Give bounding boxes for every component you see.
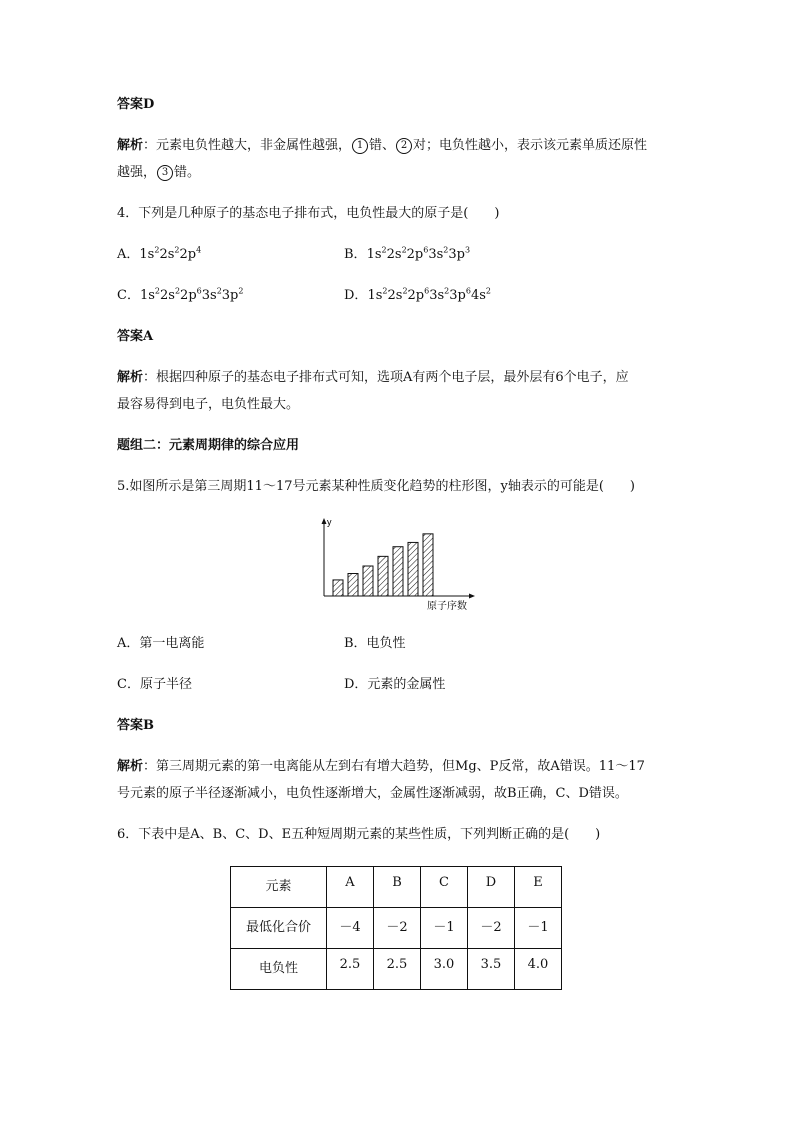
q5-stem: 5.如图所示是第三周期11～17号元素某种性质变化趋势的柱形图，y轴表示的可能是( )	[117, 479, 635, 494]
option-label: C．	[117, 288, 140, 303]
analysis-text: 错、	[369, 138, 396, 153]
q5-option-c: C．原子半径	[117, 677, 192, 692]
orbital: 2p	[406, 247, 424, 262]
orbital: 2s	[386, 247, 402, 262]
analysis-label: 解析	[117, 370, 144, 385]
table-row	[231, 949, 562, 990]
option-label: A．	[117, 247, 140, 262]
analysis-text: ：第三周期元素的第一电离能从左到右有增大趋势，但Mg、P反常，故A错误。11～17	[143, 759, 645, 774]
q3-answer: 答案D	[117, 97, 155, 112]
q3-analysis-line2	[117, 164, 200, 182]
table-header-cell: E	[533, 875, 543, 890]
analysis-text: 越强，	[117, 165, 157, 180]
electron-count: 6	[424, 286, 430, 296]
table-cell: 最低化合价	[245, 920, 311, 935]
q3-analysis-line1	[117, 137, 647, 155]
q4-option-a	[117, 246, 201, 264]
analysis-text: 对；电负性越小，表示该元素单质还原性	[413, 138, 648, 153]
section-title: 题组二：元素周期律的综合应用	[117, 438, 300, 453]
circled-number-1: 1	[352, 138, 368, 154]
electron-count: 2	[382, 286, 388, 296]
table-header-cell: 元素	[265, 879, 292, 894]
q4-analysis-line2: 最容易得到电子，电负性最大。	[117, 397, 300, 412]
q4-analysis-line1	[117, 369, 629, 387]
q5-option-a: A．第一电离能	[117, 636, 205, 651]
table-cell: 电负性	[258, 961, 298, 976]
electron-count: 6	[465, 286, 471, 296]
orbital: 3p	[448, 247, 465, 262]
electron-count: 2	[443, 245, 449, 255]
electron-count: 2	[401, 245, 407, 255]
bar-16	[408, 542, 418, 596]
table-header-cell: A	[345, 875, 355, 890]
table-cell: 2.5	[339, 957, 361, 972]
x-axis-arrow	[469, 594, 475, 599]
analysis-text: 错。	[174, 165, 201, 180]
table-cell: －4	[339, 920, 361, 935]
table-header-cell: B	[392, 875, 402, 890]
orbital: 2s	[159, 247, 175, 262]
electron-count: 3	[464, 245, 471, 255]
electron-count: 2	[174, 245, 180, 255]
q4-stem: 4．下列是几种原子的基态电子排布式，电负性最大的原子是( )	[117, 206, 500, 221]
electron-count: 2	[238, 286, 244, 296]
analysis-label: 解析	[117, 759, 144, 774]
q5-option-d: D．元素的金属性	[344, 677, 446, 692]
electron-count: 6	[196, 286, 202, 296]
table-header-cell: D	[485, 875, 497, 890]
orbital: 3s	[428, 247, 444, 262]
q5-option-b: B．电负性	[344, 636, 406, 651]
table-row	[231, 908, 562, 949]
table-cell: －1	[433, 920, 455, 935]
properties-table	[230, 866, 562, 990]
x-axis-label: 原子序数	[427, 601, 467, 612]
bar-14	[378, 556, 388, 596]
q4-answer: 答案A	[117, 329, 154, 344]
orbital: 1s	[139, 288, 155, 303]
orbital: 2p	[407, 288, 425, 303]
circled-number-3: 3	[157, 165, 173, 181]
q4-option-c	[117, 287, 243, 305]
electron-count: 2	[485, 286, 491, 296]
table-cell: －1	[527, 920, 549, 935]
option-label: B．	[344, 247, 367, 262]
circled-number-2: 2	[396, 138, 412, 154]
orbital: 1s	[366, 247, 382, 262]
table-header-row	[231, 867, 562, 908]
electron-count: 4	[196, 245, 202, 255]
orbital: 2p	[179, 247, 197, 262]
table-cell: 3.5	[480, 957, 502, 972]
y-axis-label: y	[327, 517, 332, 527]
bar-17	[423, 534, 433, 596]
electron-count: 2	[381, 245, 387, 255]
analysis-text: ：元素电负性越大，非金属性越强，	[143, 138, 352, 153]
orbital: 3s	[201, 288, 217, 303]
orbital: 2s	[160, 288, 175, 303]
orbital: 2p	[180, 288, 197, 303]
table-cell: 2.5	[386, 957, 408, 972]
q5-analysis-line2: 号元素的原子半径逐渐减小，电负性逐渐增大，金属性逐渐减弱，故B正确，C、D错误。	[117, 786, 628, 801]
electron-count: 2	[402, 286, 408, 296]
bar-12	[348, 574, 358, 597]
q4-option-b	[344, 246, 470, 264]
orbital: 3p	[221, 288, 239, 303]
analysis-text: ：根据四种原子的基态电子排布式可知，选项A有两个电子层，最外层有6个电子，应	[143, 370, 629, 385]
bar-chart	[314, 515, 484, 615]
orbital: 1s	[139, 247, 155, 262]
orbital: 3s	[429, 288, 445, 303]
electron-count: 2	[444, 286, 450, 296]
q6-stem: 6．下表中是A、B、C、D、E五种短周期元素的某些性质，下列判断正确的是( )	[117, 827, 601, 842]
bar-15	[393, 547, 403, 596]
electron-count: 2	[174, 286, 181, 296]
electron-count: 2	[154, 245, 160, 255]
table-cell: 4.0	[527, 957, 549, 972]
table-cell: －2	[480, 920, 502, 935]
q5-analysis-line1	[117, 758, 645, 776]
q5-answer: 答案B	[117, 718, 154, 733]
electron-count: 2	[154, 286, 160, 296]
orbital: 2s	[387, 288, 403, 303]
table-cell: －2	[386, 920, 408, 935]
option-label: D．	[344, 288, 368, 303]
q4-option-d	[344, 287, 491, 305]
table-header-cell: C	[439, 875, 449, 890]
bar-13	[363, 566, 373, 596]
y-axis-arrow	[322, 518, 327, 524]
orbital: 3p	[449, 288, 466, 303]
electron-count: 6	[423, 245, 429, 255]
table-cell: 3.0	[433, 957, 455, 972]
analysis-label: 解析	[117, 138, 144, 153]
electron-count: 2	[216, 286, 222, 296]
orbital: 1s	[367, 288, 383, 303]
orbital: 4s	[470, 288, 486, 303]
bar-11	[333, 580, 343, 596]
